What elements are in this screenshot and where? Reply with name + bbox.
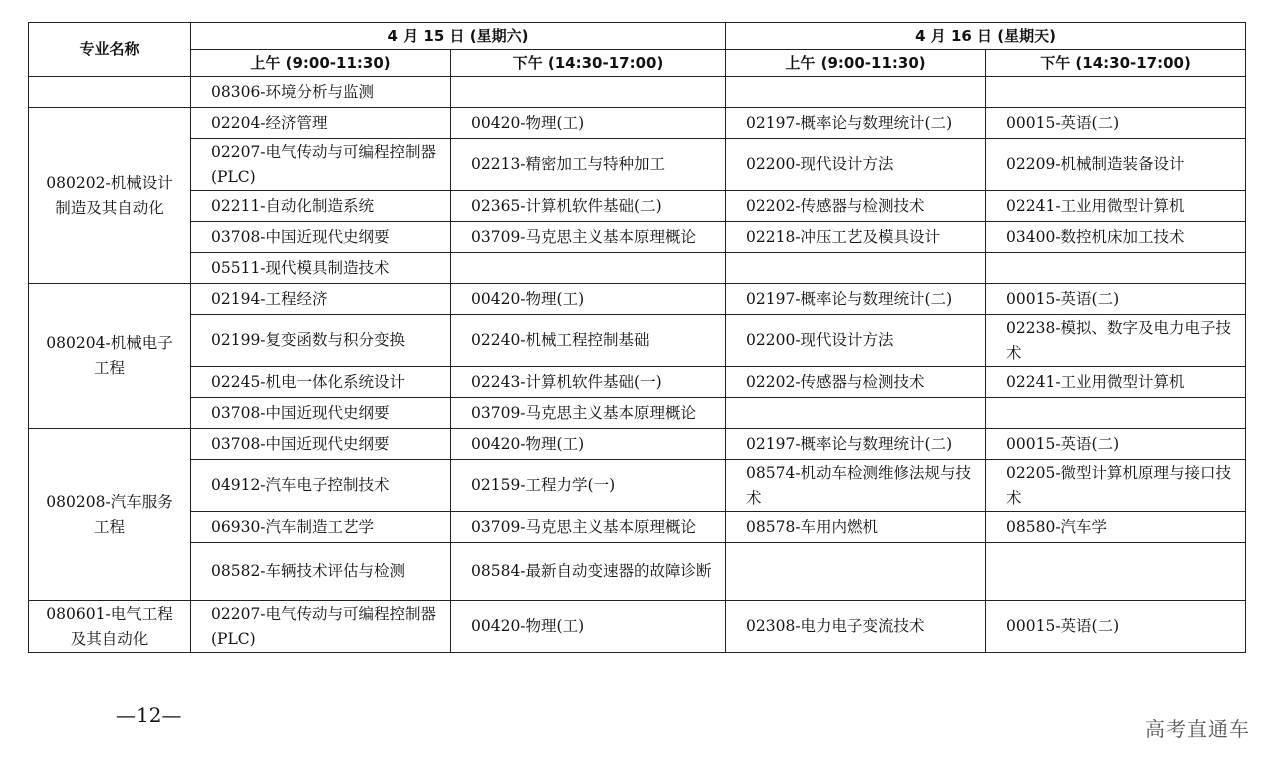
course-cell: 03709-马克思主义基本原理概论 xyxy=(451,512,726,543)
course-cell: 02241-工业用微型计算机 xyxy=(986,367,1246,398)
course-cell: 02308-电力电子变流技术 xyxy=(726,601,986,653)
major-cell xyxy=(29,77,191,108)
course-cell: 02245-机电一体化系统设计 xyxy=(191,367,451,398)
course-cell: 03400-数控机床加工技术 xyxy=(986,222,1246,253)
table-row xyxy=(29,191,1246,222)
table-row xyxy=(29,284,1246,315)
course-cell xyxy=(451,77,726,108)
course-cell: 02159-工程力学(一) xyxy=(451,460,726,512)
course-cell: 02207-电气传动与可编程控制器(PLC) xyxy=(191,139,451,191)
day2-header: 4 月 16 日 (星期天) xyxy=(726,23,1246,50)
course-cell: 02194-工程经济 xyxy=(191,284,451,315)
course-cell: 08578-车用内燃机 xyxy=(726,512,986,543)
course-cell: 03708-中国近现代史纲要 xyxy=(191,429,451,460)
header-row-sessions xyxy=(29,50,1246,77)
major-cell: 080202-机械设计制造及其自动化 xyxy=(29,108,191,284)
course-cell: 00015-英语(二) xyxy=(986,108,1246,139)
course-cell xyxy=(726,398,986,429)
course-cell: 02197-概率论与数理统计(二) xyxy=(726,429,986,460)
course-cell xyxy=(986,543,1246,601)
course-cell: 05511-现代模具制造技术 xyxy=(191,253,451,284)
header-row-days xyxy=(29,23,1246,50)
table-row xyxy=(29,315,1246,367)
table-row xyxy=(29,139,1246,191)
course-cell xyxy=(726,543,986,601)
course-cell: 08306-环境分析与监测 xyxy=(191,77,451,108)
course-cell: 00420-物理(工) xyxy=(451,284,726,315)
course-cell: 02211-自动化制造系统 xyxy=(191,191,451,222)
course-cell: 08584-最新自动变速器的故障诊断 xyxy=(451,543,726,601)
course-cell: 03708-中国近现代史纲要 xyxy=(191,398,451,429)
major-cell: 080601-电气工程及其自动化 xyxy=(29,601,191,653)
course-cell: 02197-概率论与数理统计(二) xyxy=(726,284,986,315)
course-cell: 00420-物理(工) xyxy=(451,601,726,653)
table-row xyxy=(29,460,1246,512)
course-cell: 00015-英语(二) xyxy=(986,601,1246,653)
course-cell: 00015-英语(二) xyxy=(986,429,1246,460)
table-row xyxy=(29,512,1246,543)
course-cell xyxy=(986,77,1246,108)
course-cell: 02204-经济管理 xyxy=(191,108,451,139)
course-cell: 02241-工业用微型计算机 xyxy=(986,191,1246,222)
table-row xyxy=(29,543,1246,601)
table-row xyxy=(29,253,1246,284)
table-row xyxy=(29,108,1246,139)
course-cell: 03709-马克思主义基本原理概论 xyxy=(451,222,726,253)
course-cell: 00015-英语(二) xyxy=(986,284,1246,315)
day2-am-header: 上午 (9:00-11:30) xyxy=(726,50,986,77)
course-cell: 02199-复变函数与积分变换 xyxy=(191,315,451,367)
table-row xyxy=(29,601,1246,653)
major-cell: 080208-汽车服务工程 xyxy=(29,429,191,601)
course-cell: 00420-物理(工) xyxy=(451,108,726,139)
course-cell: 08582-车辆技术评估与检测 xyxy=(191,543,451,601)
course-cell: 02205-微型计算机原理与接口技术 xyxy=(986,460,1246,512)
page-number: —12— xyxy=(116,703,182,727)
course-cell: 03709-马克思主义基本原理概论 xyxy=(451,398,726,429)
day1-am-header: 上午 (9:00-11:30) xyxy=(191,50,451,77)
day1-header: 4 月 15 日 (星期六) xyxy=(191,23,726,50)
course-cell: 00420-物理(工) xyxy=(451,429,726,460)
course-cell: 03708-中国近现代史纲要 xyxy=(191,222,451,253)
course-cell xyxy=(726,253,986,284)
table-row xyxy=(29,398,1246,429)
table-row xyxy=(29,367,1246,398)
course-cell: 06930-汽车制造工艺学 xyxy=(191,512,451,543)
table-row xyxy=(29,429,1246,460)
course-cell: 02207-电气传动与可编程控制器(PLC) xyxy=(191,601,451,653)
day2-pm-header: 下午 (14:30-17:00) xyxy=(986,50,1246,77)
course-cell: 04912-汽车电子控制技术 xyxy=(191,460,451,512)
table-row xyxy=(29,222,1246,253)
major-name-header: 专业名称 xyxy=(29,23,191,77)
course-cell: 02240-机械工程控制基础 xyxy=(451,315,726,367)
watermark: 高考直通车 xyxy=(1145,717,1250,741)
course-cell: 02202-传感器与检测技术 xyxy=(726,191,986,222)
course-cell xyxy=(451,253,726,284)
course-cell: 08580-汽车学 xyxy=(986,512,1246,543)
course-cell: 02243-计算机软件基础(一) xyxy=(451,367,726,398)
course-cell: 02213-精密加工与特种加工 xyxy=(451,139,726,191)
course-cell: 02218-冲压工艺及模具设计 xyxy=(726,222,986,253)
course-cell: 02202-传感器与检测技术 xyxy=(726,367,986,398)
course-cell xyxy=(986,398,1246,429)
course-cell: 02238-模拟、数字及电力电子技术 xyxy=(986,315,1246,367)
course-cell: 02200-现代设计方法 xyxy=(726,139,986,191)
course-cell xyxy=(726,77,986,108)
day1-pm-header: 下午 (14:30-17:00) xyxy=(451,50,726,77)
course-cell: 02365-计算机软件基础(二) xyxy=(451,191,726,222)
course-cell: 02200-现代设计方法 xyxy=(726,315,986,367)
course-cell: 02197-概率论与数理统计(二) xyxy=(726,108,986,139)
course-cell: 08574-机动车检测维修法规与技术 xyxy=(726,460,986,512)
course-cell: 02209-机械制造装备设计 xyxy=(986,139,1246,191)
course-cell xyxy=(986,253,1246,284)
table-row xyxy=(29,77,1246,108)
exam-schedule-table xyxy=(28,22,1246,653)
major-cell: 080204-机械电子工程 xyxy=(29,284,191,429)
